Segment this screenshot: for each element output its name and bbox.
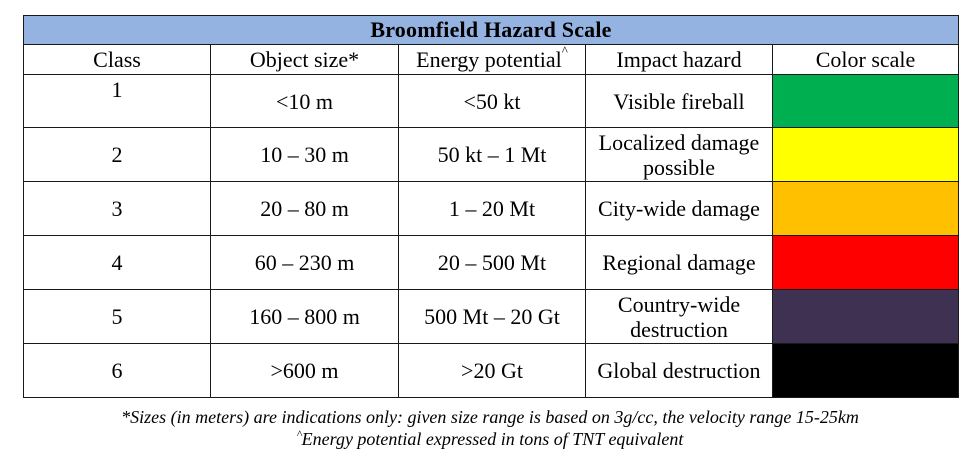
color-swatch <box>773 344 958 397</box>
class-cell: 6 <box>24 344 211 398</box>
energy-potential-cell: >20 Gt <box>399 344 586 398</box>
class-cell: 2 <box>24 128 211 182</box>
table-row <box>24 344 959 398</box>
energy-potential-cell: 500 Mt – 20 Gt <box>399 290 586 344</box>
color-swatch <box>773 182 958 235</box>
header-energy-potential <box>399 42 586 75</box>
energy-footnote-text: Energy potential expressed in tons of TNT equivalent <box>301 429 684 449</box>
color-swatch-cell <box>773 290 959 344</box>
table-row <box>24 236 959 290</box>
table-row <box>24 75 959 128</box>
class-cell: 3 <box>24 182 211 236</box>
object-size-cell: 60 – 230 m <box>211 236 399 290</box>
table-body <box>24 75 959 398</box>
class-cell: 1 <box>24 75 211 128</box>
header-energy-label: Energy potential <box>416 46 562 72</box>
table-row <box>24 128 959 182</box>
header-energy-marker: ^ <box>561 42 568 58</box>
size-footnote: *Sizes (in meters) are indications only: given size range is based on 3g/cc, the velocity range 15-25km <box>121 407 859 427</box>
energy-potential-cell: <50 kt <box>399 75 586 128</box>
header-color-scale: Color scale <box>773 45 959 75</box>
energy-footnote <box>0 428 980 452</box>
hazard-scale-table <box>23 15 959 398</box>
impact-hazard-cell: Country-wide destruction <box>586 290 773 344</box>
color-swatch <box>773 236 958 289</box>
footnotes <box>0 406 980 452</box>
object-size-cell: 10 – 30 m <box>211 128 399 182</box>
object-size-cell: 20 – 80 m <box>211 182 399 236</box>
class-cell: 4 <box>24 236 211 290</box>
header-impact-hazard: Impact hazard <box>586 45 773 75</box>
object-size-cell: >600 m <box>211 344 399 398</box>
energy-footnote-marker: ^ <box>296 427 302 441</box>
table-title: Broomfield Hazard Scale <box>24 16 959 45</box>
header-class: Class <box>24 45 211 75</box>
color-swatch <box>773 128 958 181</box>
header-object-size: Object size* <box>211 45 399 75</box>
color-swatch-cell <box>773 236 959 290</box>
impact-hazard-cell: Global destruction <box>586 344 773 398</box>
energy-potential-cell: 1 – 20 Mt <box>399 182 586 236</box>
object-size-cell: 160 – 800 m <box>211 290 399 344</box>
title-row <box>24 16 959 45</box>
class-cell: 5 <box>24 290 211 344</box>
color-swatch <box>773 75 958 127</box>
header-row <box>24 45 959 75</box>
energy-potential-cell: 50 kt – 1 Mt <box>399 128 586 182</box>
impact-hazard-cell: Regional damage <box>586 236 773 290</box>
color-swatch-cell <box>773 182 959 236</box>
energy-potential-cell: 20 – 500 Mt <box>399 236 586 290</box>
impact-hazard-cell: City-wide damage <box>586 182 773 236</box>
color-swatch-cell <box>773 128 959 182</box>
table-row <box>24 182 959 236</box>
color-swatch-cell <box>773 344 959 398</box>
color-swatch <box>773 290 958 343</box>
impact-hazard-cell: Localized damage possible <box>586 128 773 182</box>
impact-hazard-cell: Visible fireball <box>586 75 773 128</box>
color-swatch-cell <box>773 75 959 128</box>
object-size-cell: <10 m <box>211 75 399 128</box>
table-row <box>24 290 959 344</box>
